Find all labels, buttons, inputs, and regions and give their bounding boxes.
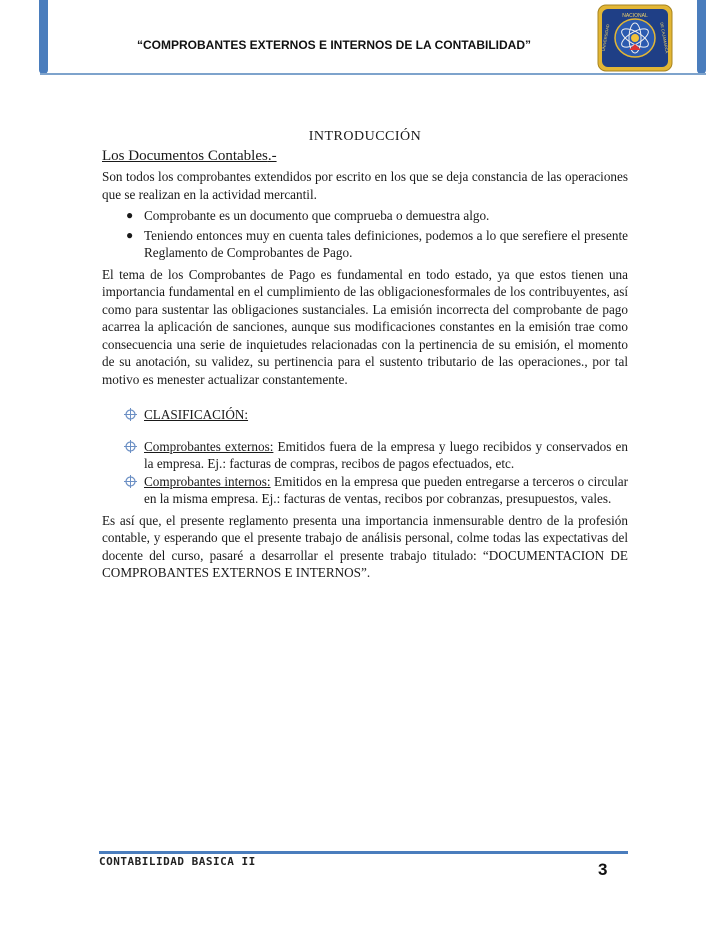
list-item [122,438,628,473]
paragraph-importance: El tema de los Comprobantes de Pago es fundamental en todo estado, ya que estos tienen una importancia fundamental en el cumplimiento de las obligacionesformales de los contribuyentes, así como para sustentar las obligaciones sustanciales. La emisión incorrecta del comprobante de pago acarrea la aplicación de sanciones, aunque sus modificaciones constantes en la emisión trae como consecuencia una serie de inquietudes relacionadas con la pertinencia de su emisión, el momento de su anotación, su validez, su pertinencia para el sustento tributario de las operaciones., por tal motivo es menester actualizar constantemente. [102,266,628,387]
bullet-list [102,207,628,262]
bullet-dot-icon: ● [126,227,134,242]
header-right-bar [697,0,706,74]
classification-title: CLASIFICACIÓN: [144,407,249,422]
paragraph-definition: Son todos los comprobantes extendidos por escrito en los que se deja constancia de las operaciones que se realizan en la actividad mercantil. [102,169,628,202]
university-seal-logo [596,4,674,72]
footer-divider [99,851,628,854]
classification-list [102,438,628,508]
svg-text:NACIONAL: NACIONAL [622,13,648,19]
classification-heading-list [102,406,628,424]
list-item-text: Comprobante es un documento que comprueba o demuestra algo. [144,208,490,223]
list-item [124,227,628,262]
crosshair-bullet-icon [124,440,137,453]
svg-text:UNIVERSIDAD: UNIVERSIDAD [600,23,611,52]
header-divider [40,73,706,75]
document-body [102,128,628,586]
crosshair-bullet-icon [124,408,137,421]
header-title: “COMPROBANTES EXTERNOS E INTERNOS DE LA CONTABILIDAD” [136,38,531,52]
paragraph-conclusion: Es así que, el presente reglamento presenta una importancia inmensurable dentro de la profesión contable, y esperando que el presente trabajo de análisis personal, colme todas las expectativas del docente del curso, pasaré a desarrollar el presente trabajo titulado: “DOCUMENTACION DE COMPROBANTES EXTERNOS E INTERNOS”. [102,512,628,580]
page-number: 3 [598,860,608,879]
svg-text:DE CAJAMARCA: DE CAJAMARCA [659,21,670,54]
classification-heading [122,406,628,424]
external-text: Emitidos fuera de la empresa y luego recibidos y conservados en la empresa. Ej.: facturas de compras, recibos de pagos efectuados, etc. [144,438,628,471]
intro-title: INTRODUCCIÓN [308,129,422,144]
external-label: Comprobantes externos: [144,438,274,454]
internal-text: Emitidos en la empresa que pueden entregarse a terceros o circular en la misma empresa. Ej.: facturas de ventas, recibos por cobranzas, presupuestos, vales. [144,473,628,506]
header-left-bar [39,0,48,74]
internal-label: Comprobantes internos: [144,473,271,489]
list-item [122,473,628,508]
list-item-text: Teniendo entonces muy en cuenta tales definiciones, podemos a lo que serefiere el presente Reglamento de Comprobantes de Pago. [144,227,628,260]
footer-course-name: CONTABILIDAD BASICA II [99,855,256,868]
list-item [124,207,628,225]
section-title-suffix: .- [267,147,277,164]
crosshair-bullet-icon [124,475,137,488]
bullet-dot-icon: ● [126,208,134,222]
section-title-text: Los Documentos Contables [102,147,268,164]
section-title [102,148,628,166]
